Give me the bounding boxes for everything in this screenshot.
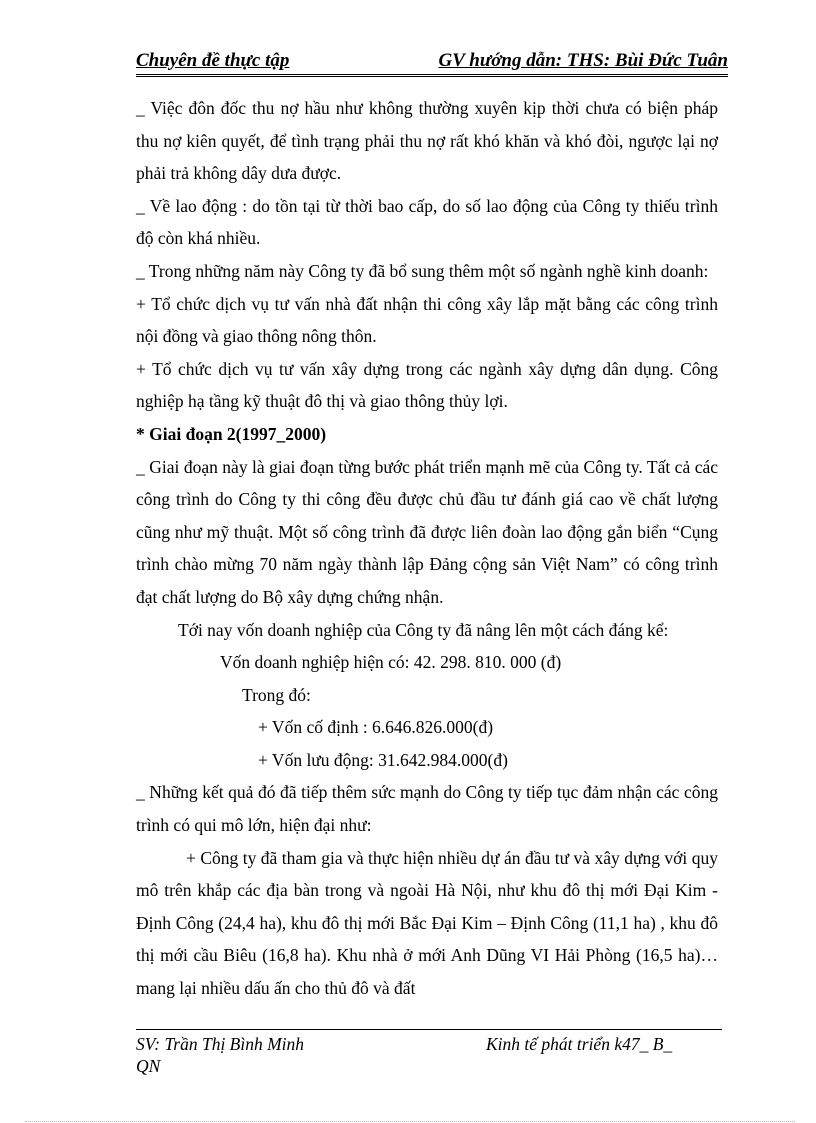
header-left-title: Chuyên đề thực tập (136, 50, 290, 71)
footer-class-suffix: QN (136, 1056, 161, 1076)
paragraph-new-business: _ Trong những năm này Công ty đã bổ sung thêm một số ngành nghề kinh doanh: (136, 260, 709, 281)
paragraph-fixed-capital: + Vốn cố định : 6.646.826.000(đ) (258, 717, 494, 738)
footer-divider (136, 1029, 722, 1030)
paragraph-labor: _ Về lao động : do tồn tại từ thời bao cấp, do số lao động của Công ty thiếu trình độ còn khá nhiều. (136, 195, 718, 249)
paragraph-phase-2-development: _ Giai đoạn này là giai đoạn từng bước phát triển mạnh mẽ của Công ty. Tất cả các công trình do Công ty thi công đều được chủ đầu tư đánh giá cao về chất lượng cũng như mỹ thuật. Một số công trình đã được liên đoàn lao động gắn biển “Cụng trình chào mừng 70 năm ngày thành lập Đảng cộng sản Việt Nam” có công trình đạt chất lượng do Bộ xây dựng chứng nhận. (136, 456, 718, 607)
footer-student-name: SV: Trần Thị Bình Minh (136, 1034, 305, 1054)
page-header (136, 46, 728, 77)
section-heading-phase-2: * Giai đoạn 2(1997_2000) (136, 423, 327, 444)
paragraph-results: _ Những kết quả đó đã tiếp thêm sức mạnh do Công ty tiếp tục đảm nhận các công trình có qui mô lớn, hiện đại như: (136, 782, 718, 836)
header-right-instructor: GV hướng dẫn: THS: Bùi Đức Tuân (438, 50, 728, 71)
body-text (136, 92, 718, 1005)
paragraph-capital-intro: Tới nay vốn doanh nghiệp của Công ty đã nâng lên một cách đáng kể: (178, 619, 669, 640)
paragraph-of-which: Trong đó: (242, 684, 311, 705)
paragraph-debt-collection: _ Việc đôn đốc thu nợ hầu như không thường xuyên kịp thời chưa có biện pháp thu nợ kiên quyết, để tình trạng phải thu nợ rất khó khăn và khó đòi, ngược lại nợ phải trả không dây dưa được. (136, 98, 718, 184)
page-bottom-edge (25, 1121, 795, 1122)
paragraph-consulting-land: + Tổ chức dịch vụ tư vấn nhà đất nhận thi công xây lắp mặt bằng các công trình nội đồng và giao thông nông thôn. (136, 293, 718, 347)
paragraph-current-capital: Vốn doanh nghiệp hiện có: 42. 298. 810. 000 (đ) (220, 652, 562, 673)
paragraph-consulting-construction: + Tổ chức dịch vụ tư vấn xây dựng trong các ngành xây dựng dân dụng. Công nghiệp hạ tầng kỹ thuật đô thị và giao thông thủy lợi. (136, 358, 718, 412)
footer-class: Kinh tế phát triển k47_ B_ (486, 1034, 673, 1054)
paragraph-projects: + Công ty đã tham gia và thực hiện nhiều dự án đầu tư và xây dựng với quy mô trên khắp các địa bàn trong và ngoài Hà Nội, như khu đô thị mới Đại Kim - Định Công (24,4 ha), khu đô thị mới Bắc Đại Kim – Định Công (11,1 ha) , khu đô thị mới cầu Biêu (16,8 ha). Khu nhà ở mới Anh Dũng VI Hải Phòng (16,5 ha)… mang lại nhiều dấu ấn cho thủ đô và đất (136, 847, 718, 999)
paragraph-working-capital: + Vốn lưu động: 31.642.984.000(đ) (258, 749, 508, 770)
